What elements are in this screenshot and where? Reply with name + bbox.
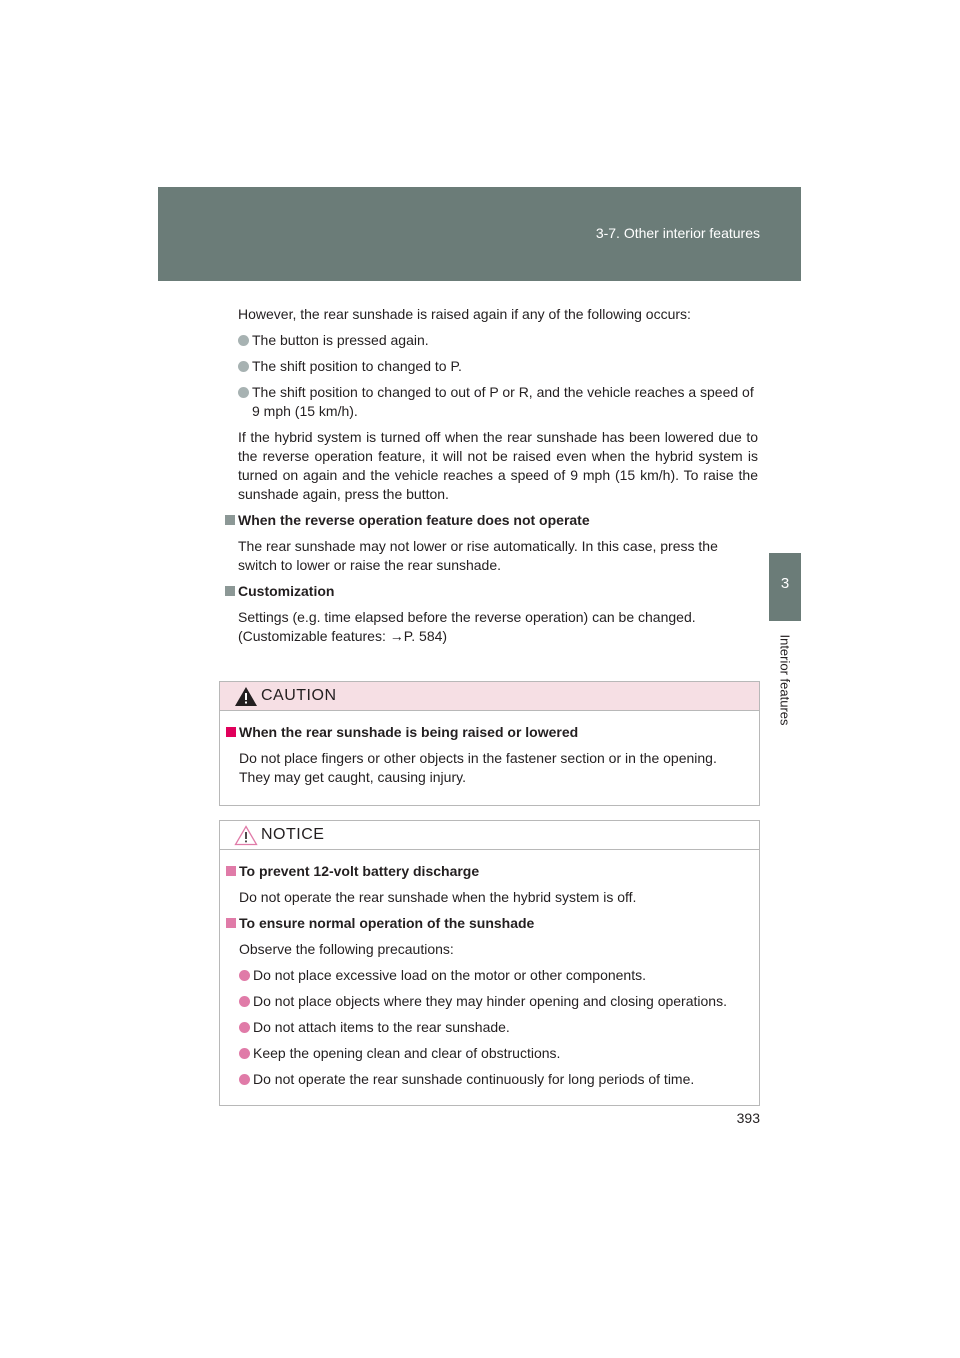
square-bullet-icon [225, 515, 235, 525]
section-body: The rear sunshade may not lower or rise automatically. In this case, press the switch to lower or raise the rear sunshade. [238, 538, 718, 573]
list-item: Do not place excessive load on the motor or other components. [224, 966, 747, 985]
caution-heading: When the rear sunshade is being raised or lowered [224, 723, 747, 742]
list-item: Do not attach items to the rear sunshade. [224, 1018, 747, 1037]
bullet-icon [239, 996, 250, 1007]
bullet-icon [239, 1074, 250, 1085]
notice-heading: To ensure normal operation of the sunshade [224, 914, 747, 933]
notice-label: NOTICE [261, 826, 325, 843]
warning-triangle-icon [234, 686, 258, 707]
bullet-icon [238, 335, 249, 346]
list-item: Keep the opening clean and clear of obstructions. [224, 1044, 747, 1063]
intro-text: However, the rear sunshade is raised again if any of the following occurs: [238, 306, 691, 322]
square-bullet-icon [226, 727, 236, 737]
list-item: The button is pressed again. [223, 331, 758, 350]
list-item: The shift position to changed to P. [223, 357, 758, 376]
caution-body: Do not place fingers or other objects in the fastener section or in the opening. They may get caught, causing injury. [239, 750, 717, 785]
list-item: The shift position to changed to out of P or R, and the vehicle reaches a speed of 9 mph (15 km/h). [223, 383, 758, 421]
bullet-icon [239, 1048, 250, 1059]
notice-header [220, 821, 759, 850]
header-band [158, 187, 801, 281]
section-body: Settings (e.g. time elapsed before the reverse operation) can be changed. [238, 609, 696, 625]
list-item: Do not operate the rear sunshade continuously for long periods of time. [224, 1070, 747, 1089]
page-number: 393 [736, 1110, 760, 1126]
hybrid-note: If the hybrid system is turned off when the rear sunshade has been lowered due to the reverse operation feature, it will not be raised even when the hybrid system is turned on again and the vehicle reaches a speed of 9 mph (15 km/h). To raise the sunshade again, press the button. [238, 429, 758, 502]
chapter-label: Interior features [777, 634, 793, 726]
chapter-tab [769, 553, 801, 621]
bullet-icon [239, 970, 250, 981]
square-bullet-icon [226, 918, 236, 928]
bullet-icon [239, 1022, 250, 1033]
notice-body: Do not operate the rear sunshade when the hybrid system is off. [239, 889, 637, 905]
notice-heading: To prevent 12-volt battery discharge [224, 862, 747, 881]
square-bullet-icon [225, 586, 235, 596]
main-content [223, 305, 758, 653]
notice-body: Observe the following precautions: [239, 941, 454, 957]
list-item: Do not place objects where they may hinder opening and closing operations. [224, 992, 747, 1011]
caution-header [220, 682, 759, 711]
section-reference: (Customizable features: →P. 584) [238, 628, 448, 644]
warning-triangle-outline-icon [234, 825, 258, 846]
chapter-number: 3 [780, 575, 790, 592]
notice-box [219, 820, 760, 1106]
caution-box [219, 681, 760, 806]
section-heading: Customization [223, 582, 758, 601]
bullet-icon [238, 361, 249, 372]
section-title: 3-7. Other interior features [595, 225, 760, 241]
square-bullet-icon [226, 866, 236, 876]
bullet-icon [238, 387, 249, 398]
caution-label: CAUTION [261, 687, 337, 704]
section-heading: When the reverse operation feature does not operate [223, 511, 758, 530]
